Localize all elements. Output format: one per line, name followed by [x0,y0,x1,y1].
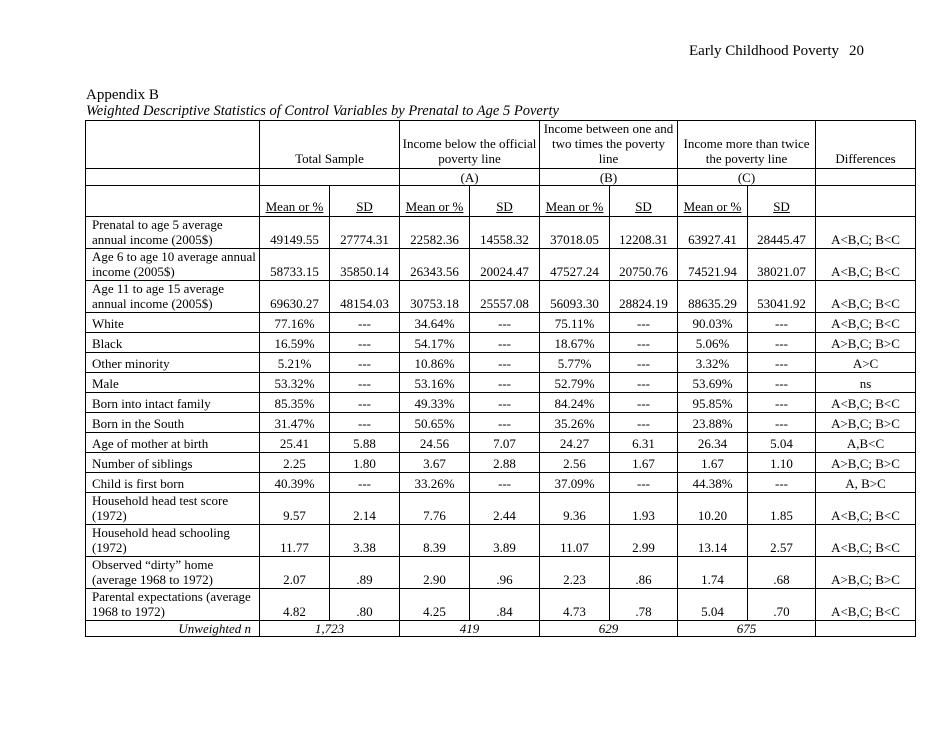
value-cell: 16.59% [260,333,330,353]
value-cell: 3.67 [400,453,470,473]
value-cell: 4.73 [540,589,610,621]
row-label: White [86,313,260,333]
value-cell: 34.64% [400,313,470,333]
value-cell: 6.31 [610,433,678,453]
row-label: Child is first born [86,473,260,493]
value-cell: 37.09% [540,473,610,493]
value-cell: 23.88% [678,413,748,433]
value-cell: --- [470,353,540,373]
value-cell: 31.47% [260,413,330,433]
value-cell: 74521.94 [678,249,748,281]
differences-cell: A<B,C; B<C [816,589,916,621]
value-cell: --- [610,393,678,413]
value-cell: 12208.31 [610,217,678,249]
value-cell: --- [330,413,400,433]
value-cell: .89 [330,557,400,589]
value-cell: --- [330,313,400,333]
differences-cell: A<B,C; B<C [816,393,916,413]
value-cell: 11.07 [540,525,610,557]
value-cell: --- [470,473,540,493]
value-cell: 1.67 [610,453,678,473]
value-cell: 2.07 [260,557,330,589]
value-cell: .70 [748,589,816,621]
table-row [86,453,916,473]
row-label: Age of mother at birth [86,433,260,453]
differences-cell: A<B,C; B<C [816,525,916,557]
value-cell: 2.57 [748,525,816,557]
value-cell: .68 [748,557,816,589]
table-row [86,525,916,557]
table-row [86,473,916,493]
value-cell: 2.99 [610,525,678,557]
appendix-label: Appendix B [86,87,159,103]
value-cell: 2.56 [540,453,610,473]
value-cell: 10.86% [400,353,470,373]
table-row [86,589,916,621]
differences-cell: A<B,C; B<C [816,249,916,281]
differences-cell: A>B,C; B>C [816,557,916,589]
value-cell: --- [748,313,816,333]
value-cell: 20750.76 [610,249,678,281]
value-cell: 9.36 [540,493,610,525]
value-cell: 5.21% [260,353,330,373]
value-cell: 85.35% [260,393,330,413]
table-row [86,217,916,249]
value-cell: 3.32% [678,353,748,373]
value-cell: 5.77% [540,353,610,373]
value-cell: 35.26% [540,413,610,433]
value-cell: 26343.56 [400,249,470,281]
value-cell: .96 [470,557,540,589]
unweighted-n-value: 1,723 [260,621,400,637]
header-sd-b: SD [610,186,678,217]
header-mean-total: Mean or % [260,186,330,217]
value-cell: 4.82 [260,589,330,621]
unweighted-n-label: Unweighted n [86,621,260,637]
value-cell: --- [470,413,540,433]
value-cell: --- [610,413,678,433]
value-cell: --- [610,313,678,333]
table-row [86,313,916,333]
statistics-table [85,120,916,637]
value-cell: 9.57 [260,493,330,525]
value-cell: --- [330,393,400,413]
value-cell: --- [748,373,816,393]
value-cell: .84 [470,589,540,621]
value-cell: 69630.27 [260,281,330,313]
value-cell: 40.39% [260,473,330,493]
value-cell: 11.77 [260,525,330,557]
running-head [689,43,864,60]
value-cell: --- [748,393,816,413]
value-cell: 2.44 [470,493,540,525]
header-mean-a: Mean or % [400,186,470,217]
value-cell: --- [470,393,540,413]
value-cell: 20024.47 [470,249,540,281]
differences-cell: A>B,C; B>C [816,453,916,473]
value-cell: 2.23 [540,557,610,589]
table-row [86,281,916,313]
value-cell: --- [748,353,816,373]
header-sd-total: SD [330,186,400,217]
unweighted-n-value: 629 [540,621,678,637]
value-cell: 75.11% [540,313,610,333]
differences-cell: A>C [816,353,916,373]
value-cell: --- [330,353,400,373]
header-sd-c: SD [748,186,816,217]
value-cell: 47527.24 [540,249,610,281]
value-cell: 54.17% [400,333,470,353]
value-cell: 1.74 [678,557,748,589]
value-cell: 1.80 [330,453,400,473]
value-cell: --- [330,373,400,393]
header-sub-row [86,186,916,217]
value-cell: --- [610,373,678,393]
row-label: Age 6 to age 10 average annual income (2005$) [86,249,260,281]
value-cell: .86 [610,557,678,589]
value-cell: 77.16% [260,313,330,333]
header-above-twice: Income more than twice the poverty line [678,121,816,169]
header-mean-b: Mean or % [540,186,610,217]
differences-cell: A<B,C; B<C [816,217,916,249]
row-label: Prenatal to age 5 average annual income (2005$) [86,217,260,249]
row-label: Number of siblings [86,453,260,473]
value-cell: 48154.03 [330,281,400,313]
value-cell: --- [330,473,400,493]
value-cell: 95.85% [678,393,748,413]
table-row [86,493,916,525]
value-cell: 3.38 [330,525,400,557]
value-cell: 25.41 [260,433,330,453]
header-letter-row [86,169,916,186]
value-cell: --- [748,473,816,493]
value-cell: 8.39 [400,525,470,557]
value-cell: 1.85 [748,493,816,525]
value-cell: 49.33% [400,393,470,413]
value-cell: 5.06% [678,333,748,353]
value-cell: 58733.15 [260,249,330,281]
page-number: 20 [849,43,864,59]
differences-cell: A<B,C; B<C [816,313,916,333]
value-cell: 44.38% [678,473,748,493]
value-cell: 53.16% [400,373,470,393]
value-cell: 1.10 [748,453,816,473]
row-label: Born into intact family [86,393,260,413]
value-cell: 25557.08 [470,281,540,313]
header-group-row [86,121,916,169]
differences-cell: ns [816,373,916,393]
value-cell: 10.20 [678,493,748,525]
table-row [86,393,916,413]
value-cell: 84.24% [540,393,610,413]
value-cell: 2.14 [330,493,400,525]
table-row [86,433,916,453]
value-cell: --- [748,413,816,433]
value-cell: 5.04 [748,433,816,453]
value-cell: --- [470,373,540,393]
header-empty-cell [86,121,260,169]
value-cell: --- [470,313,540,333]
row-label: Black [86,333,260,353]
differences-cell: A>B,C; B>C [816,413,916,433]
unweighted-n-value: 419 [400,621,540,637]
value-cell: 2.90 [400,557,470,589]
value-cell: 52.79% [540,373,610,393]
value-cell: 26.34 [678,433,748,453]
unweighted-n-row [86,621,916,637]
row-label: Observed “dirty” home (average 1968 to 1972) [86,557,260,589]
row-label: Parental expectations (average 1968 to 1972) [86,589,260,621]
value-cell: 14558.32 [470,217,540,249]
differences-cell: A>B,C; B>C [816,333,916,353]
value-cell: 4.25 [400,589,470,621]
value-cell: .78 [610,589,678,621]
differences-cell: A<B,C; B<C [816,281,916,313]
header-differences: Differences [816,121,916,169]
value-cell: 2.88 [470,453,540,473]
value-cell: 30753.18 [400,281,470,313]
table-row [86,413,916,433]
value-cell: 7.07 [470,433,540,453]
value-cell: 63927.41 [678,217,748,249]
table-row [86,373,916,393]
value-cell: --- [330,333,400,353]
value-cell: 3.89 [470,525,540,557]
differences-cell: A,B<C [816,433,916,453]
value-cell: 49149.55 [260,217,330,249]
header-letter-c: (C) [678,169,816,186]
table-row [86,557,916,589]
value-cell: 33.26% [400,473,470,493]
value-cell: .80 [330,589,400,621]
value-cell: --- [748,333,816,353]
row-label: Other minority [86,353,260,373]
value-cell: 27774.31 [330,217,400,249]
value-cell: --- [610,353,678,373]
table-row [86,249,916,281]
table-caption: Weighted Descriptive Statistics of Control Variables by Prenatal to Age 5 Poverty [86,103,559,119]
header-mean-c: Mean or % [678,186,748,217]
differences-cell: A, B>C [816,473,916,493]
value-cell: --- [470,333,540,353]
header-total-sample: Total Sample [260,121,400,169]
value-cell: 24.27 [540,433,610,453]
differences-cell: A<B,C; B<C [816,493,916,525]
value-cell: --- [610,473,678,493]
value-cell: 13.14 [678,525,748,557]
value-cell: 35850.14 [330,249,400,281]
header-sd-a: SD [470,186,540,217]
value-cell: 22582.36 [400,217,470,249]
row-label: Male [86,373,260,393]
row-label: Household head schooling (1972) [86,525,260,557]
value-cell: 90.03% [678,313,748,333]
value-cell: 5.04 [678,589,748,621]
value-cell: 53041.92 [748,281,816,313]
value-cell: 50.65% [400,413,470,433]
value-cell: 37018.05 [540,217,610,249]
value-cell: 28824.19 [610,281,678,313]
value-cell: 7.76 [400,493,470,525]
value-cell: 28445.47 [748,217,816,249]
row-label: Born in the South [86,413,260,433]
value-cell: 88635.29 [678,281,748,313]
value-cell: 53.69% [678,373,748,393]
header-between-one-two: Income between one and two times the poverty line [540,121,678,169]
value-cell: 38021.07 [748,249,816,281]
header-letter-a: (A) [400,169,540,186]
value-cell: --- [610,333,678,353]
value-cell: 56093.30 [540,281,610,313]
header-below-poverty: Income below the official poverty line [400,121,540,169]
header-letter-b: (B) [540,169,678,186]
unweighted-n-value: 675 [678,621,816,637]
value-cell: 24.56 [400,433,470,453]
row-label: Age 11 to age 15 average annual income (2005$) [86,281,260,313]
value-cell: 53.32% [260,373,330,393]
value-cell: 5.88 [330,433,400,453]
value-cell: 1.67 [678,453,748,473]
value-cell: 2.25 [260,453,330,473]
value-cell: 18.67% [540,333,610,353]
table-row [86,333,916,353]
table-row [86,353,916,373]
row-label: Household head test score (1972) [86,493,260,525]
value-cell: 1.93 [610,493,678,525]
running-head-title: Early Childhood Poverty [689,43,839,59]
